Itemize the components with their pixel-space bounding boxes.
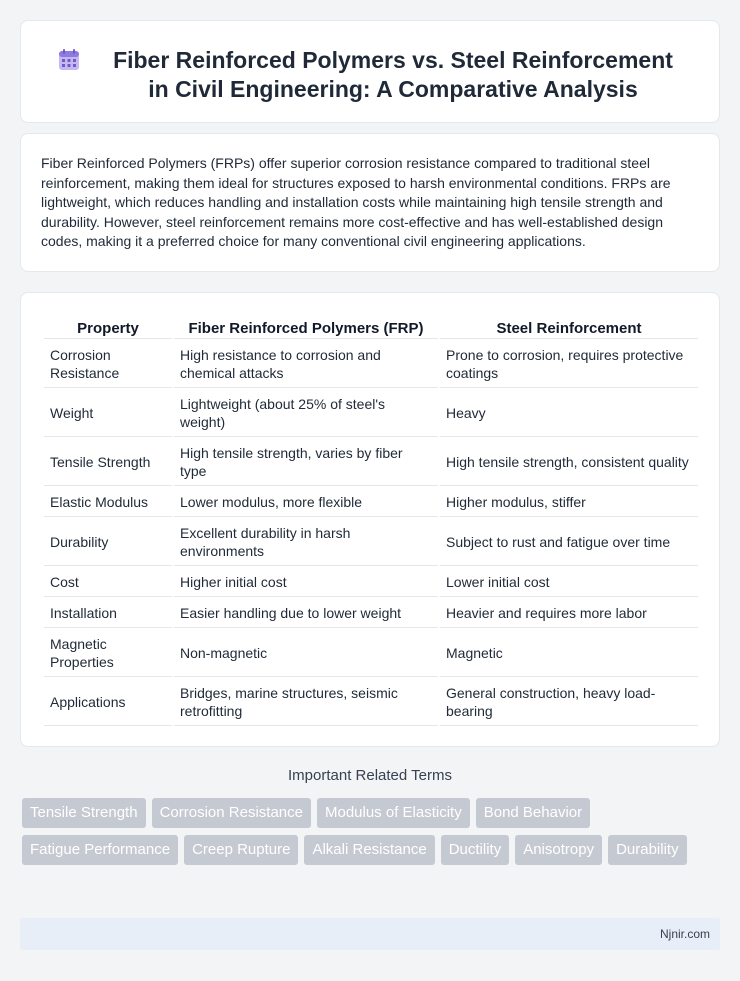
table-cell: Subject to rust and fatigue over time (440, 519, 698, 566)
table-cell: Heavier and requires more labor (440, 599, 698, 628)
term-tag[interactable]: Alkali Resistance (304, 835, 434, 865)
table-cell: Excellent durability in harsh environments (174, 519, 438, 566)
term-tag[interactable]: Modulus of Elasticity (317, 798, 470, 828)
column-header-steel: Steel Reinforcement (440, 315, 698, 339)
title-card (20, 20, 720, 123)
table-cell: Lightweight (about 25% of steel's weight) (174, 390, 438, 437)
table-row (44, 439, 698, 486)
table-cell: Higher modulus, stiffer (440, 488, 698, 517)
page-title: Fiber Reinforced Polymers vs. Steel Reinforcement in Civil Engineering: A Comparative Analysis (113, 47, 673, 102)
table-cell: Magnetic Properties (44, 630, 172, 677)
table-row (44, 599, 698, 628)
term-tag[interactable]: Ductility (441, 835, 510, 865)
table-row (44, 679, 698, 726)
table-cell: High tensile strength, consistent quality (440, 439, 698, 486)
table-row (44, 568, 698, 597)
table-row (44, 341, 698, 388)
intro-paragraph: Fiber Reinforced Polymers (FRPs) offer superior corrosion resistance compared to traditional steel reinforcement, making them ideal for structures exposed to harsh environmental conditions. FRPs are lightweight, which reduces handling and installation costs while maintaining high tensile strength and durability. However, steel reinforcement remains more cost-effective and has well-established design codes, making it a preferred choice for many conventional civil engineering applications. (41, 155, 671, 250)
comparison-table (42, 313, 700, 728)
table-cell: Magnetic (440, 630, 698, 677)
table-cell: Lower initial cost (440, 568, 698, 597)
table-cell: Tensile Strength (44, 439, 172, 486)
table-cell: Prone to corrosion, requires protective coatings (440, 341, 698, 388)
table-row (44, 519, 698, 566)
column-header-frp: Fiber Reinforced Polymers (FRP) (174, 315, 438, 339)
term-tag[interactable]: Creep Rupture (184, 835, 298, 865)
table-cell: Easier handling due to lower weight (174, 599, 438, 628)
footer (20, 918, 720, 950)
table-cell: Bridges, marine structures, seismic retrofitting (174, 679, 438, 726)
table-row (44, 630, 698, 677)
table-cell: Elastic Modulus (44, 488, 172, 517)
table-cell: Cost (44, 568, 172, 597)
table-row (44, 390, 698, 437)
comparison-table-card (20, 292, 720, 747)
table-cell: Weight (44, 390, 172, 437)
table-cell: High tensile strength, varies by fiber type (174, 439, 438, 486)
table-cell: Durability (44, 519, 172, 566)
table-cell: Corrosion Resistance (44, 341, 172, 388)
table-cell: Higher initial cost (174, 568, 438, 597)
table-row (44, 488, 698, 517)
table-cell: Installation (44, 599, 172, 628)
table-cell: Applications (44, 679, 172, 726)
table-cell: Non-magnetic (174, 630, 438, 677)
term-tag[interactable]: Anisotropy (515, 835, 602, 865)
footer-site-link[interactable]: Njnir.com (659, 927, 710, 941)
table-header-row (44, 315, 698, 339)
column-header-property: Property (44, 315, 172, 339)
related-terms-heading: Important Related Terms (288, 767, 452, 784)
term-tag[interactable]: Fatigue Performance (22, 835, 178, 865)
table-cell: Heavy (440, 390, 698, 437)
term-tag[interactable]: Durability (608, 835, 687, 865)
table-cell: Lower modulus, more flexible (174, 488, 438, 517)
term-tag[interactable]: Bond Behavior (476, 798, 590, 828)
intro-card (20, 133, 720, 272)
term-tag[interactable]: Tensile Strength (22, 798, 146, 828)
table-cell: High resistance to corrosion and chemical attacks (174, 341, 438, 388)
calendar-icon (57, 48, 81, 72)
related-terms-list (22, 798, 722, 865)
term-tag[interactable]: Corrosion Resistance (152, 798, 311, 828)
table-cell: General construction, heavy load-bearing (440, 679, 698, 726)
